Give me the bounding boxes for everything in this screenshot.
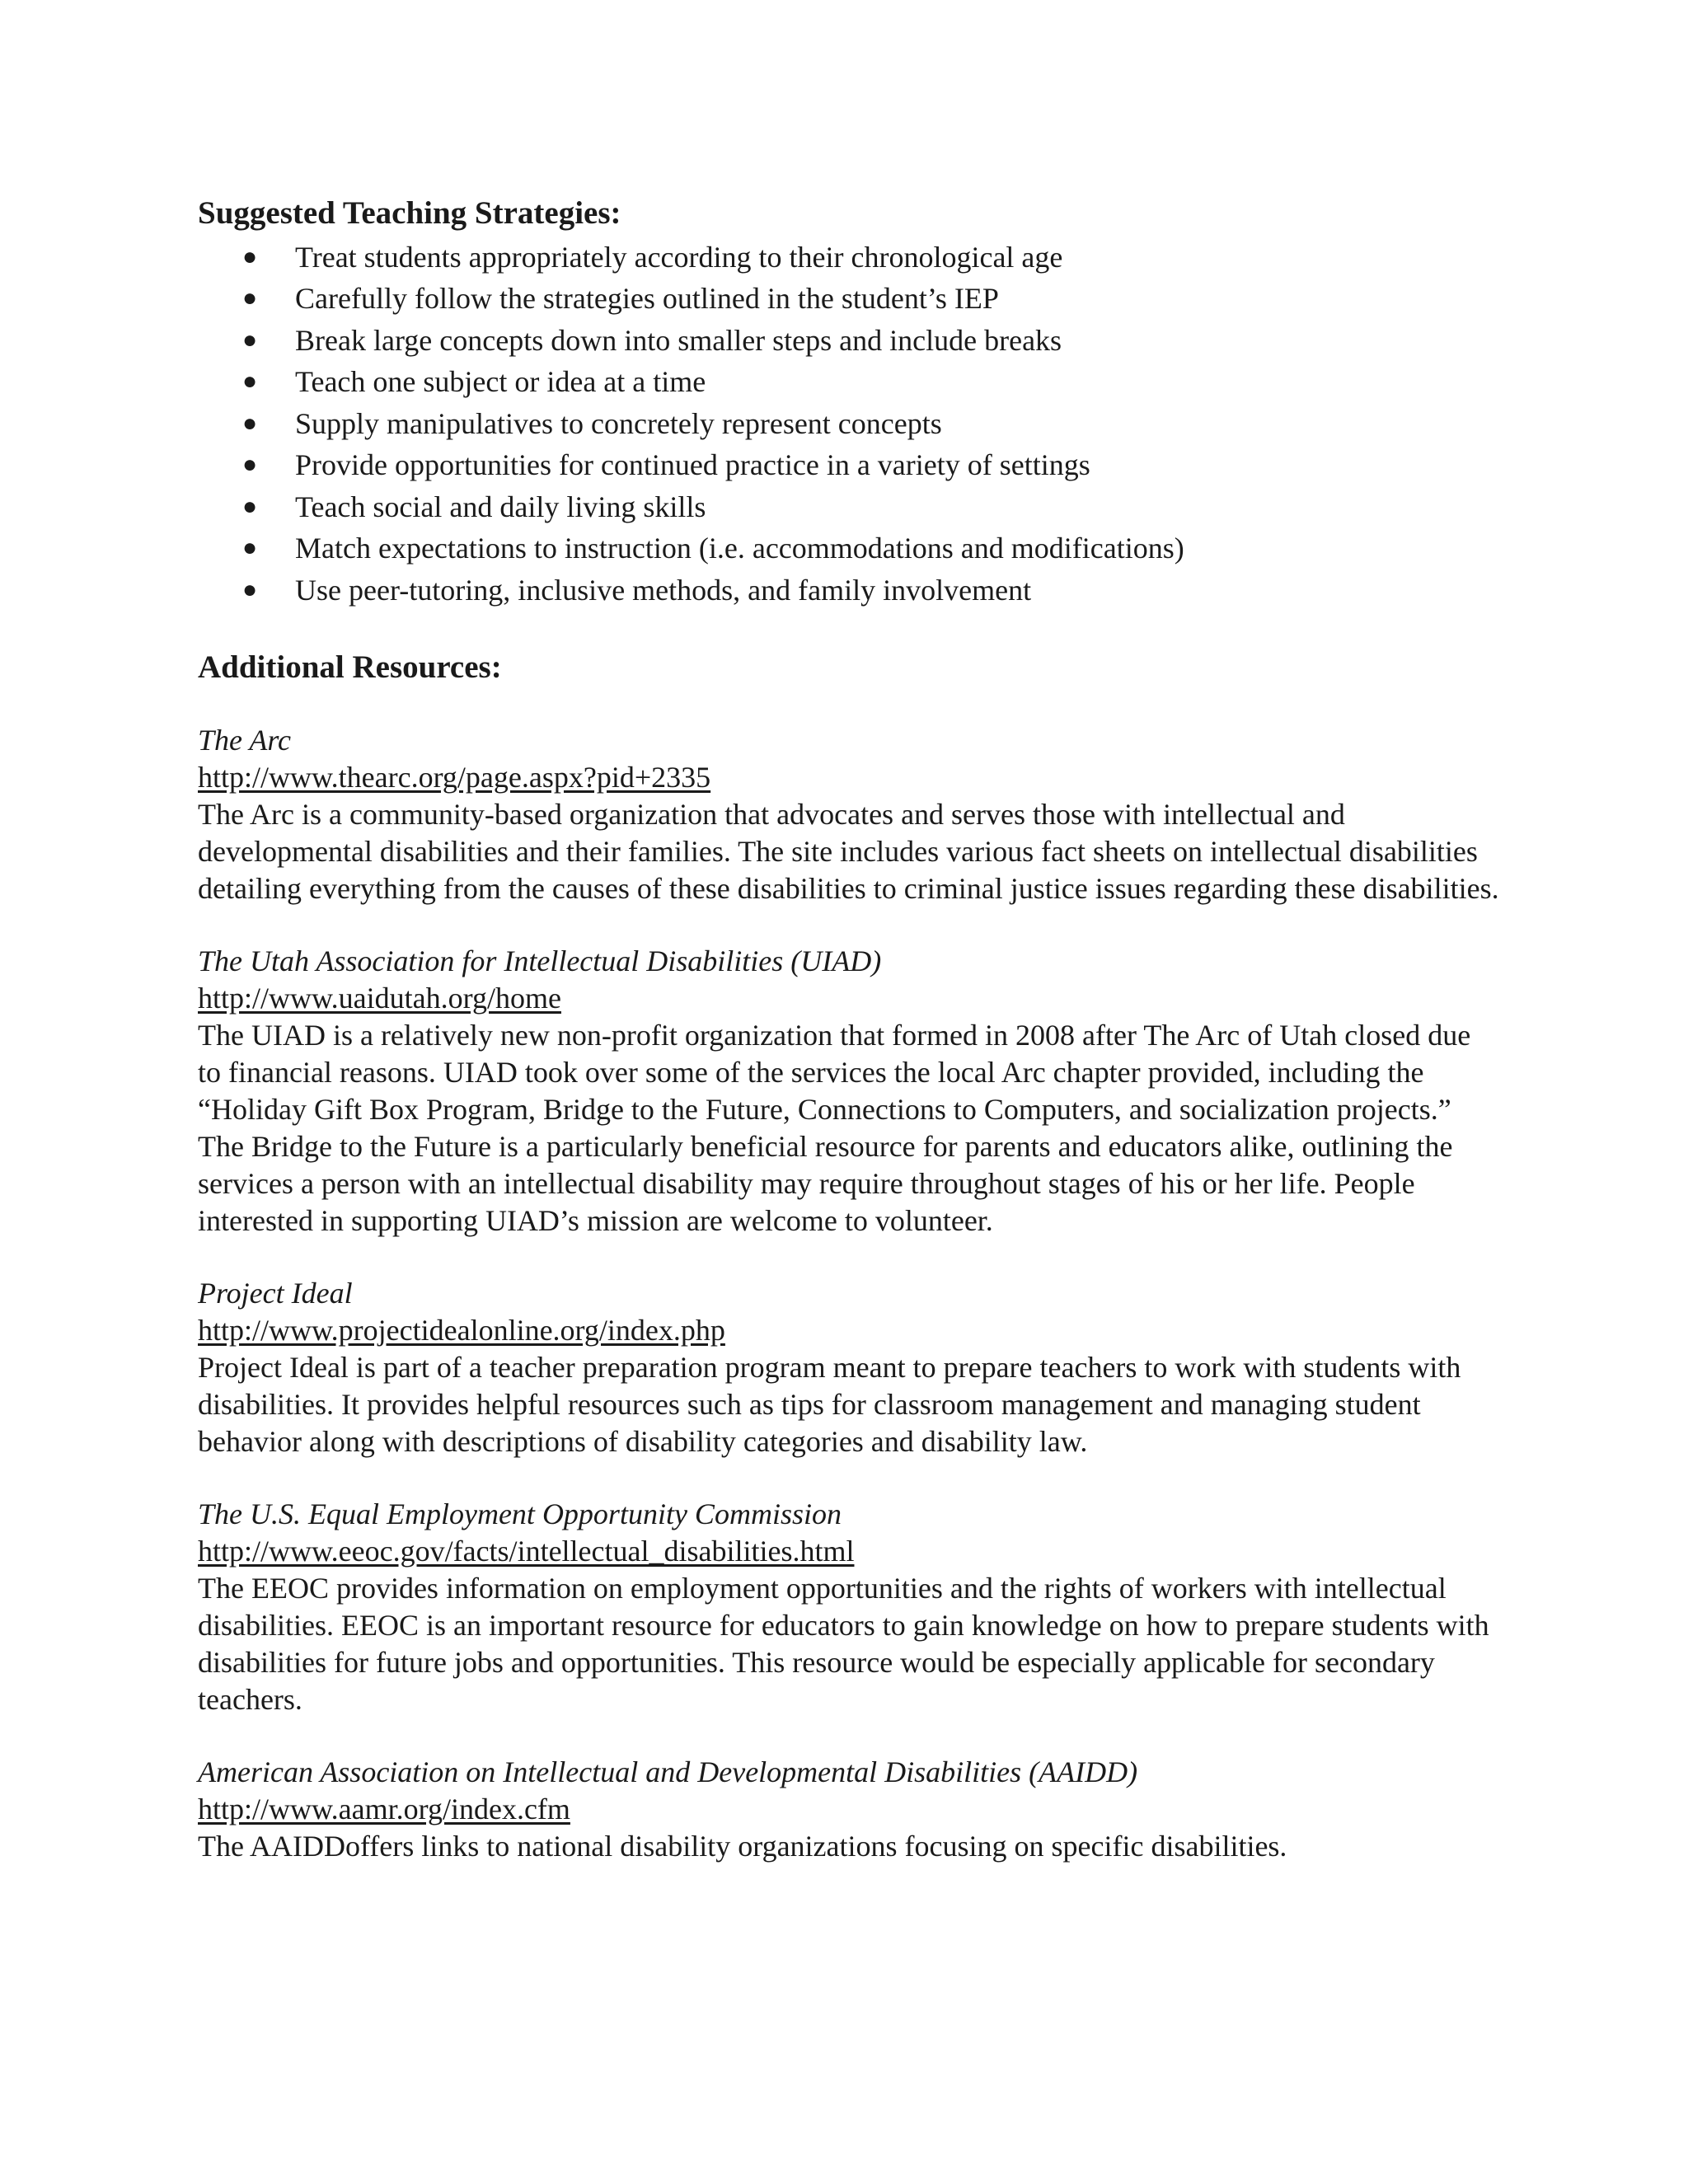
resource-name: Project Ideal — [198, 1277, 353, 1310]
strategies-heading: Suggested Teaching Strategies: — [198, 195, 621, 231]
strategy-item: ● Carefully follow the strategies outlined in the student’s IEP — [242, 278, 1500, 320]
resource-name: The Arc — [198, 724, 291, 757]
bullet-icon: ● — [242, 409, 258, 437]
resource-link[interactable]: http://www.aamr.org/index.cfm — [198, 1793, 570, 1826]
resources-heading: Additional Resources: — [198, 649, 502, 686]
resource-link[interactable]: http://www.eeoc.gov/facts/intellectual_disabilities.html — [198, 1535, 855, 1568]
strategy-item: ● Teach one subject or idea at a time — [242, 361, 1500, 403]
resource-description: The UIAD is a relatively new non-profit organization that formed in 2008 after The Arc of Utah closed due to financial reasons. UIAD took over some of the services the local Arc chapter provided, including the “Holiday Gift Box Program, Bridge to the Future, Connections to Computers, and socialization projects.” The Bridge to the Future is a particularly beneficial resource for parents and educators alike, outlining the services a person with an intellectual disability may require throughout stages of his or her life. People interested in supporting UIAD’s mission are welcome to volunteer. — [198, 1019, 1471, 1238]
document-page — [198, 194, 1500, 1865]
bullet-icon: ● — [242, 242, 258, 270]
bullet-icon: ● — [242, 326, 258, 354]
resource-name: American Association on Intellectual and Developmental Disabilities (AAIDD) — [198, 1755, 1138, 1789]
resource-description: The Arc is a community-based organization that advocates and serves those with intellectual and developmental disabilities and their families. The site includes various fact sheets on intellectual disabilities detailing everything from the causes of these disabilities to criminal justice issues regarding these disabilities. — [198, 798, 1499, 906]
resource-entry-aaidd — [198, 1754, 1500, 1865]
strategies-list — [198, 237, 1500, 612]
resource-name: The U.S. Equal Employment Opportunity Commission — [198, 1497, 842, 1531]
strategy-item: ● Supply manipulatives to concretely represent concepts — [242, 403, 1500, 445]
strategy-item: ● Provide opportunities for continued practice in a variety of settings — [242, 444, 1500, 486]
bullet-icon: ● — [242, 575, 258, 603]
resource-description: The EEOC provides information on employment opportunities and the rights of workers with intellectual disabilities. EEOC is an important resource for educators to gain knowledge on how to prepare students with disabilities for future jobs and opportunities. This resource would be especially applicable for secondary teachers. — [198, 1572, 1489, 1717]
resource-description: Project Ideal is part of a teacher preparation program meant to prepare teachers to work with students with disabilities. It provides helpful resources such as tips for classroom management and managing student behavior along with descriptions of disability categories and disability law. — [198, 1351, 1461, 1459]
resource-link[interactable]: http://www.uaidutah.org/home — [198, 982, 561, 1015]
strategy-item: ● Use peer-tutoring, inclusive methods, and family involvement — [242, 569, 1500, 612]
resource-entry-uiad — [198, 943, 1500, 1240]
resource-entry-project-ideal — [198, 1275, 1500, 1460]
bullet-icon: ● — [242, 284, 258, 312]
bullet-icon: ● — [242, 451, 258, 479]
resource-description: The AAIDDoffers links to national disability organizations focusing on specific disabilities. — [198, 1830, 1287, 1863]
resource-link[interactable]: http://www.projectidealonline.org/index.php — [198, 1314, 725, 1347]
strategy-item: ● Teach social and daily living skills — [242, 486, 1500, 528]
strategy-item: ● Match expectations to instruction (i.e. accommodations and modifications) — [242, 527, 1500, 569]
resource-entry-eeoc — [198, 1496, 1500, 1718]
resource-name: The Utah Association for Intellectual Disabilities (UIAD) — [198, 944, 882, 978]
bullet-icon: ● — [242, 534, 258, 562]
strategy-item: ● Break large concepts down into smaller steps and include breaks — [242, 320, 1500, 362]
strategy-item: ● Treat students appropriately according to their chronological age — [242, 237, 1500, 279]
bullet-icon: ● — [242, 368, 258, 396]
resource-entry-arc — [198, 722, 1500, 907]
bullet-icon: ● — [242, 492, 258, 520]
resource-link[interactable]: http://www.thearc.org/page.aspx?pid+2335 — [198, 761, 711, 794]
